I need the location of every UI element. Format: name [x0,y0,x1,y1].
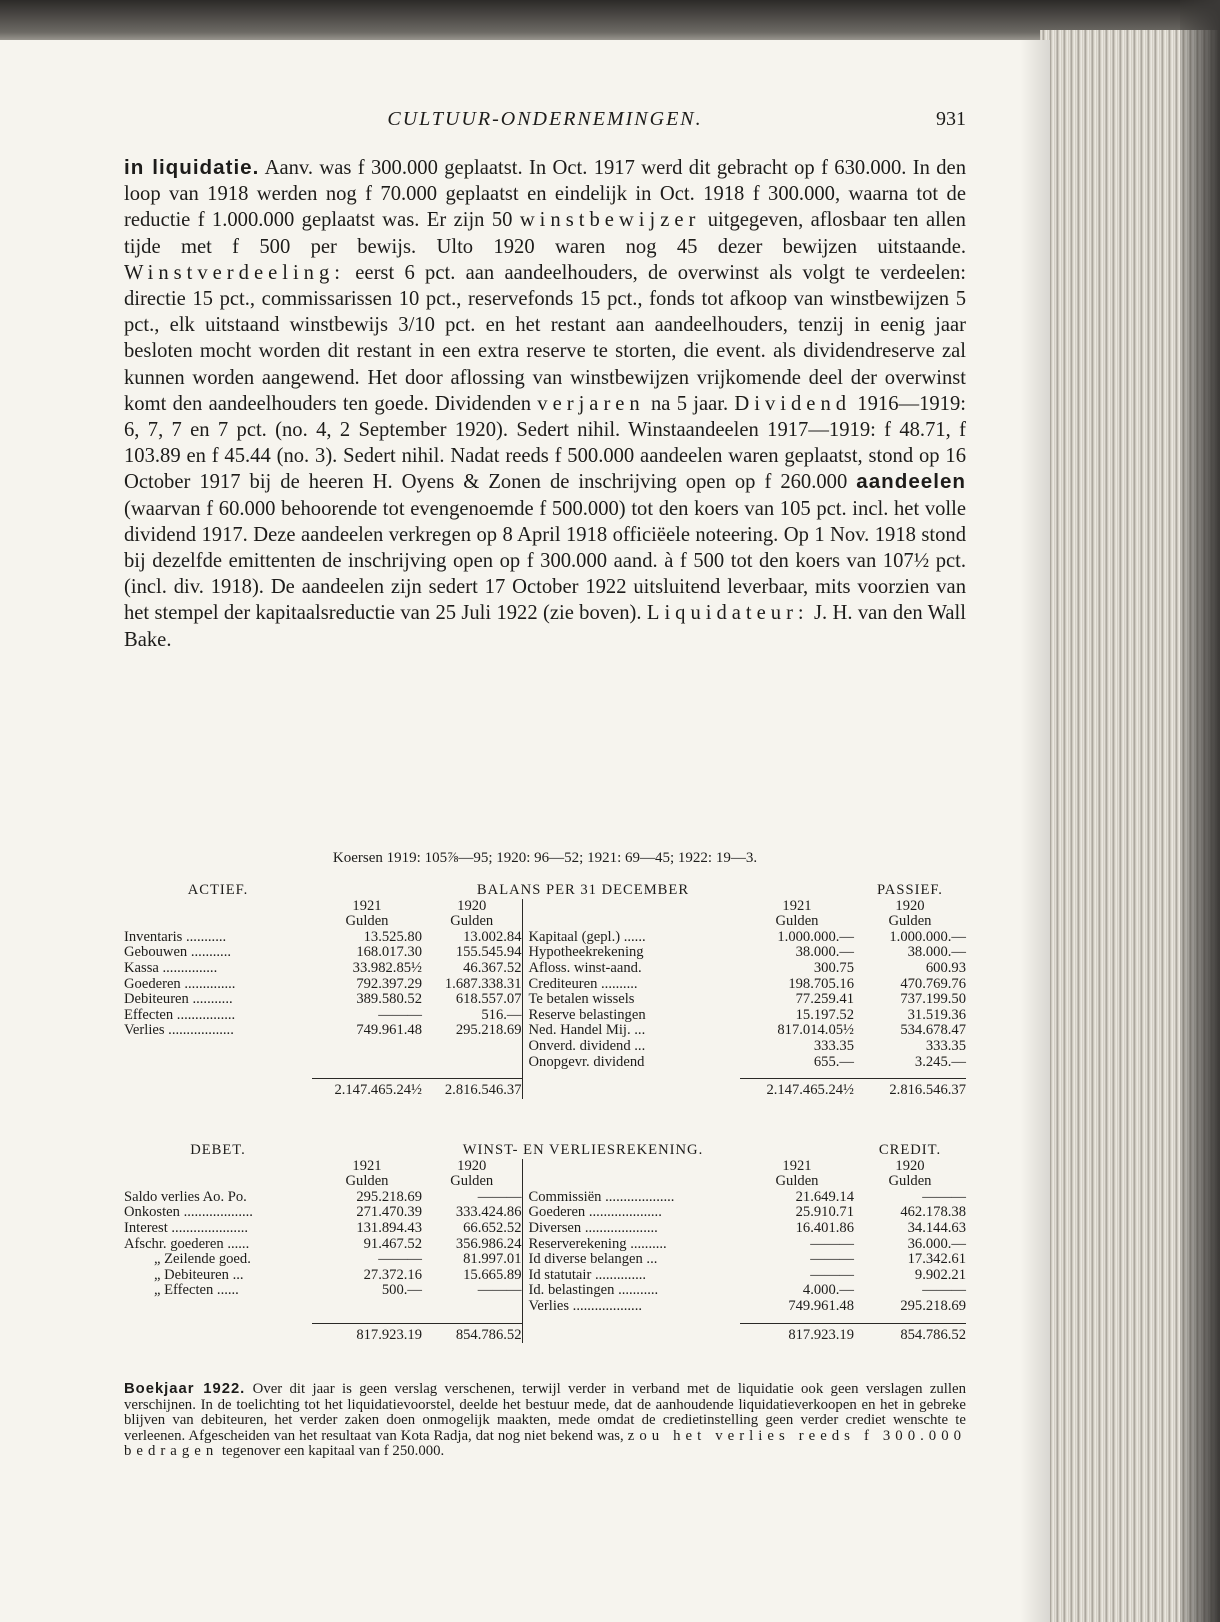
row-label: Kapitaal (gepl.) ...... [522,930,740,946]
cell-value: 333.35 [813,1037,854,1054]
total-row [124,1323,966,1343]
year-row [124,1159,966,1175]
cell-value: 38.000.— [907,944,966,961]
running-header [124,108,966,134]
cell-value: 3.245.— [914,1053,966,1070]
cell-value: 15.665.89 [463,1266,522,1283]
table-row [124,1023,966,1039]
year-label: 1921 [782,1157,812,1174]
table-row [124,1008,966,1024]
row-label: Crediteuren .......... [522,977,740,993]
cell-value [422,1039,522,1055]
spaced-term: verjaren [537,392,645,415]
koersen-line: Koersen 1919: 105⅞—95; 1920: 96—52; 1921: 69—45; 1922: 19—3. [332,850,758,866]
row-label: Goederen .................... [522,1205,740,1221]
table-row [124,1221,966,1237]
text-run: Aanv. was f 300.000 geplaatst. In Oct. 1917 werd dit gebracht op f 630.000. In den loop van 1918 werden nog f 70.000 geplaatst en eindelijk in Oct. 1918 f 300.000, waarna tot de reductie f 1.000.000 geplaatst was. Er zijn 50 [124,157,966,232]
year-label: 1920 [895,1157,925,1174]
unit-label: Gulden [888,913,932,930]
year-label: 1921 [782,897,812,914]
cell-value: ——— [378,1251,422,1268]
table-row [124,930,966,946]
actief-heading: ACTIEF. [187,882,249,898]
spaced-term: Liquidateur: [646,602,809,625]
total-value: 817.923.19 [740,1323,854,1343]
cell-value: 31.519.36 [907,1006,966,1023]
cell-value: 618.557.07 [455,991,522,1008]
edge-shadow [1180,0,1220,1622]
cell-value: ——— [810,1235,854,1252]
total-row [124,1079,966,1099]
text-run: na 5 jaar. [644,392,735,415]
text-run: (waarvan f 60.000 behoorende tot evengenoemde f 500.000) tot den koers van 105 pct. incl. het volle dividend 1917. Deze aandeelen verkregen op 8 April 1918 officiëele noteering. Op 1 Nov. 1918 stond bij dezelfde emittenten de inschrijving open op f 300.000 aand. à f 500 tot den koers van 107½ pct. (incl. div. 1918). De aandeelen zijn sedert 17 October 1922 uitsluitend leverbaar, mits voorzien van het stempel der kapitaalsreductie van 25 Juli 1922 (zie boven). [124,497,966,625]
text-run: J. H. van den Wall Bake. [124,602,966,651]
unit-row [124,1174,966,1190]
spaced-term: Winstverdeeling: [124,261,345,284]
unit-label: Gulden [345,1173,389,1190]
text-run: eerst 6 pct. aan aandeelhouders, de overwinst als volgt te verdeelen: directie 15 pct., commissarissen 10 pct., reservefonds 15 pct., fonds tot afkoop van winstbewijzen 5 pct., elk uitstaand winstbewijs 3/10 pct. en het restant aan aandeelhouders, tenzij in eenig jaar besloten mocht worden dit restant in een extra reserve te storten, die event. als dividendreserve zal kunnen worden aangewend. Het door aflossing van winstbewijzen vrijkomende deel der overwinst komt den aandeelhouders ten goede. Dividenden [124,261,966,415]
table-row [124,945,966,961]
row-label: Effecten ................ [124,1006,236,1023]
row-label: Id. belastingen ........... [522,1283,740,1299]
cell-value: ——— [922,1188,966,1205]
table-row [124,1268,966,1284]
row-label [124,1299,312,1315]
unit-label: Gulden [450,913,494,930]
year-label: 1920 [457,1157,487,1174]
text-run: tegenover een kapitaal van f 250.000. [218,1443,445,1460]
cell-value: 333.35 [925,1037,966,1054]
cell-value: 333.424.86 [455,1204,522,1221]
row-label: Inventaris ........... [124,928,227,945]
row-label: Commissiën ................... [522,1190,740,1206]
total-value: 817.923.19 [312,1323,422,1343]
cell-value: 749.961.48 [356,1022,422,1039]
cell-value: 36.000.— [907,1235,966,1252]
cell-value: 300.75 [813,959,854,976]
cell-value: 91.467.52 [363,1235,422,1252]
row-label: Onkosten ................... [124,1204,253,1221]
cell-value: 21.649.14 [795,1188,854,1205]
cell-value: 600.93 [925,959,966,976]
cell-value: 655.— [813,1053,854,1070]
cell-value: 534.678.47 [900,1022,966,1039]
cell-value: 500.— [381,1282,422,1299]
balans-table [124,883,966,1099]
cell-value: 470.769.76 [900,975,966,992]
total-value: 2.147.465.24½ [312,1079,422,1099]
row-label: Id diverse belangen ... [522,1252,740,1268]
cell-value: ——— [477,1188,522,1205]
cell-value: 462.178.38 [900,1204,966,1221]
row-label: Gebouwen ........... [124,944,232,961]
cell-value: 131.894.43 [356,1219,422,1236]
cell-value: 38.000.— [795,944,854,961]
text-run: Over dit jaar is geen verslag verschenen, terwijl verder in verband met de liquidatie ook geen verslagen zullen verschijnen. In de toelichting tot het liquidatievoorstel, deelde het bestuur mede, dat de aanhoudende liquidatieverkoopen en het in gebreke blijven van debiteuren, het verder zaken doen onmogelijk maakten, mede omdat de credietinstelling geen verder crediet wenschte te verleenen. Afgescheiden van het resultaat van Kota Radja, dat nog niet bekend was, [124,1381,966,1444]
cell-value: 168.017.30 [356,944,422,961]
cell-value [312,1055,422,1071]
cell-value: 17.342.61 [907,1251,966,1268]
table-row [124,961,966,977]
row-label: Verlies .................. [124,1022,234,1039]
bold-term: aandeelen [856,470,966,494]
cell-value: 271.470.39 [356,1204,422,1221]
row-label: Afloss. winst-aand. [522,961,740,977]
cell-value [312,1299,422,1315]
row-label: Reserverekening .......... [522,1237,740,1253]
cell-value: ——— [922,1282,966,1299]
passief-heading: PASSIEF. [877,882,943,898]
cell-value [422,1299,522,1315]
boekjaar-paragraph [124,1382,966,1460]
cell-value: 4.000.— [802,1282,854,1299]
row-label: Te betalen wissels [522,992,740,1008]
unit-label: Gulden [888,1173,932,1190]
table-row [124,1283,966,1299]
table-row [124,992,966,1008]
table-row [124,1299,966,1315]
text-run: 1916—1919: 6, 7, 7 en 7 pct. (no. 4, 2 September 1920). Sedert nihil. Winstaandeelen 1917—1919: f 48.71, f 103.89 en f 45.44 (no. 3). Sedert nihil. Nadat reeds f 500.000 aandeelen waren geplaatst, stond op 16 October 1917 bij de heeren H. Oyens & Zonen de inschrijving open op f 260.000 [124,392,966,494]
row-label: Diversen .................... [522,1221,740,1237]
cell-value: 46.367.52 [463,959,522,976]
running-title: CULTUUR-ONDERNEMINGEN. [387,108,703,130]
total-value: 854.786.52 [422,1323,522,1343]
row-label: Ned. Handel Mij. ... [522,1023,740,1039]
row-label: „ Debiteuren ... [154,1266,244,1283]
table-row [124,1205,966,1221]
cell-value: 356.986.24 [455,1235,522,1252]
cell-value: 25.910.71 [795,1204,854,1221]
page-number: 931 [936,108,966,130]
total-value: 854.786.52 [854,1323,966,1343]
spaced-term: winstbewijzer [519,209,701,232]
spaced-term: zou het verlies reeds f 300.000 bedragen [124,1427,966,1460]
body-text [124,155,966,653]
unit-label: Gulden [775,1173,819,1190]
balans-heading-row [124,883,966,899]
row-label: Id statutair .............. [522,1268,740,1284]
cell-value: 792.397.29 [356,975,422,992]
row-label: „ Effecten ...... [154,1282,239,1299]
spaced-term: Dividend [734,392,852,415]
row-label: Saldo verlies Ao. Po. [124,1188,247,1205]
row-label: „ Zeilende goed. [154,1251,251,1268]
year-label: 1921 [352,1157,382,1174]
table-row [124,1039,966,1055]
cell-value: 1.687.338.31 [444,975,522,992]
lead-term: in liquidatie. [124,156,260,179]
cell-value: 81.997.01 [463,1251,522,1268]
cell-value: 9.902.21 [914,1266,966,1283]
spacer-row [124,1315,966,1324]
unit-label: Gulden [775,913,819,930]
cell-value: 817.014.05½ [777,1022,854,1039]
row-label: Onopgevr. dividend [522,1055,740,1071]
cell-value: 295.218.69 [356,1188,422,1205]
row-label: Reserve belastingen [522,1008,740,1024]
cell-value: 16.401.86 [795,1219,854,1236]
cell-value: 749.961.48 [788,1297,854,1314]
year-row [124,899,966,915]
cell-value: 33.982.85½ [352,959,422,976]
cell-value: ——— [810,1266,854,1283]
wv-title: WINST- EN VERLIESREKENING. [462,1142,704,1158]
cell-value: ——— [378,1006,422,1023]
table-row [124,1252,966,1268]
cell-value: 737.199.50 [900,991,966,1008]
cell-value: 516.— [481,1006,522,1023]
cell-value: 1.000.000.— [777,928,854,945]
page-gutter-shadow [1020,40,1050,1622]
debet-heading: DEBET. [190,1142,246,1158]
cell-value: ——— [477,1282,522,1299]
row-label [124,1039,312,1055]
main-paragraph [124,155,966,653]
year-label: 1920 [895,897,925,914]
cell-value: 295.218.69 [900,1297,966,1314]
cell-value: 27.372.16 [363,1266,422,1283]
unit-row [124,914,966,930]
row-label: Onverd. dividend ... [522,1039,740,1055]
total-value: 2.816.546.37 [854,1079,966,1099]
wv-heading-row [124,1143,966,1159]
table-row [124,1055,966,1071]
unit-label: Gulden [345,913,389,930]
row-label: Goederen .............. [124,975,236,992]
cell-value: 34.144.63 [907,1219,966,1236]
cell-value: 198.705.16 [788,975,854,992]
total-value: 2.816.546.37 [422,1079,522,1099]
cell-value: 66.652.52 [463,1219,522,1236]
cell-value [422,1055,522,1071]
table-row [124,1237,966,1253]
winst-verlies-table [124,1143,966,1343]
row-label: Interest ..................... [124,1219,249,1236]
cell-value: 1.000.000.— [889,928,966,945]
cell-value: 77.259.41 [795,991,854,1008]
year-label: 1920 [457,897,487,914]
unit-label: Gulden [450,1173,494,1190]
cell-value: 389.580.52 [356,991,422,1008]
cell-value [312,1039,422,1055]
row-label: Hypotheekrekening [522,945,740,961]
boekjaar-label: Boekjaar 1922. [124,1381,246,1397]
row-label [124,1055,312,1071]
cell-value: 13.525.80 [363,928,422,945]
cell-value: ——— [810,1251,854,1268]
row-label: Verlies ................... [522,1299,740,1315]
cell-value: 13.002.84 [463,928,522,945]
total-value: 2.147.465.24½ [740,1079,854,1099]
text-run: uitgegeven, aflosbaar ten allen tijde met f 500 per bewijs. Ulto 1920 waren nog 45 dezer bewijzen uitstaande. [124,209,966,258]
table-row [124,977,966,993]
table-row [124,1190,966,1206]
balans-title: BALANS PER 31 DECEMBER [476,882,690,898]
credit-heading: CREDIT. [878,1142,942,1158]
spacer-row [124,1070,966,1079]
row-label: Afschr. goederen ...... [124,1235,250,1252]
cell-value: 15.197.52 [795,1006,854,1023]
year-label: 1921 [352,897,382,914]
row-label: Debiteuren ........... [124,991,233,1008]
cell-value: 295.218.69 [455,1022,522,1039]
cell-value: 155.545.94 [455,944,522,961]
row-label: Kassa ............... [124,959,218,976]
